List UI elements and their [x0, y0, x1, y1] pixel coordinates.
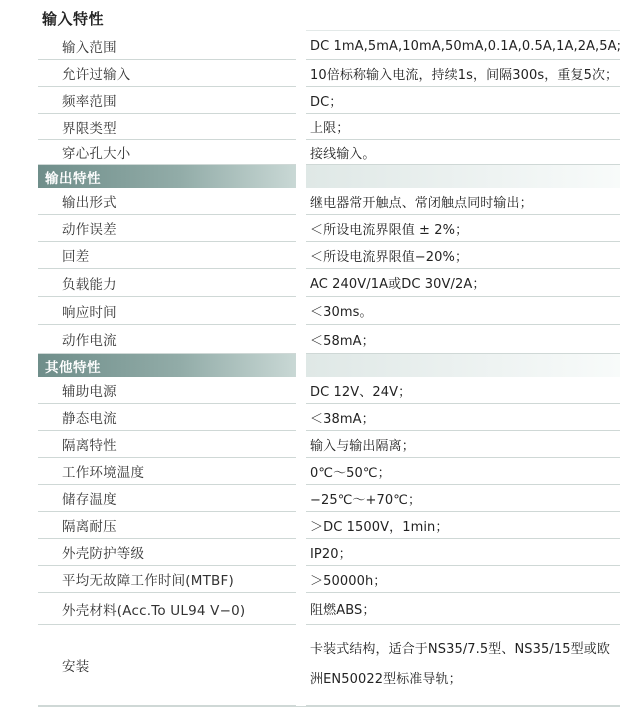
spec-row — [0, 593, 633, 625]
spec-label: 辅助电源 — [62, 384, 117, 400]
section-title: 其他特性 — [45, 359, 101, 376]
section-header-row — [0, 354, 633, 377]
spec-label-cell — [38, 269, 296, 297]
spec-row — [0, 242, 633, 269]
spec-label-cell — [38, 140, 296, 165]
spec-value: ＜30ms。 — [310, 305, 373, 320]
spec-value: 0℃～50℃； — [310, 465, 391, 481]
spec-row — [0, 458, 633, 485]
spec-value-cell — [306, 512, 620, 539]
spec-label-cell — [38, 539, 296, 566]
spec-label-cell — [38, 188, 296, 215]
spec-row — [0, 539, 633, 566]
spec-value: ＜所设电流界限值 ± 2%； — [310, 222, 469, 238]
spec-label: 隔离特性 — [62, 438, 117, 454]
spec-row — [0, 215, 633, 242]
spec-label: 动作电流 — [62, 333, 117, 349]
spec-row — [0, 140, 633, 165]
spec-value-cell — [306, 625, 620, 706]
spec-label: 频率范围 — [62, 94, 117, 110]
spec-value-cell — [306, 431, 620, 458]
bottom-rule — [38, 706, 620, 707]
section-header-band-right — [306, 165, 620, 188]
spec-value-cell — [306, 33, 620, 60]
spec-value: DC； — [310, 94, 343, 110]
spec-value-cell — [306, 539, 620, 566]
spec-label-cell — [38, 325, 296, 354]
spec-label: 隔离耐压 — [62, 519, 117, 535]
spec-label-cell — [38, 242, 296, 269]
spec-label: 动作误差 — [62, 222, 117, 238]
spec-value: ＜38mA； — [310, 411, 375, 427]
spec-value: IP20； — [310, 546, 352, 562]
spec-row — [0, 325, 633, 354]
spec-label: 输入范围 — [62, 40, 117, 56]
spec-label-cell — [38, 404, 296, 431]
section-header-row — [0, 165, 633, 188]
spec-value: 卡装式结构，适合于NS35/7.5型、NS35/15型或欧洲EN50022型标准导轨； — [310, 642, 610, 687]
section-title: 输入特性 — [42, 10, 105, 28]
spec-row — [0, 269, 633, 297]
spec-label: 回差 — [62, 249, 90, 265]
spec-label: 工作环境温度 — [62, 465, 145, 481]
spec-value: −25℃～+70℃； — [310, 492, 422, 508]
spec-value-cell — [306, 458, 620, 485]
spec-row — [0, 404, 633, 431]
spec-value: ＜58mA； — [310, 333, 375, 349]
spec-label-cell — [38, 485, 296, 512]
top-rule — [306, 30, 620, 31]
spec-label-cell — [38, 60, 296, 87]
spec-value: 输入与输出隔离； — [310, 438, 415, 454]
section-title: 输出特性 — [45, 170, 101, 187]
spec-value-cell — [306, 325, 620, 354]
spec-label-cell — [38, 33, 296, 60]
section-header-band — [38, 354, 296, 377]
spec-value: AC 240V/1A或DC 30V/2A； — [310, 277, 486, 292]
spec-value: 阻燃ABS； — [310, 603, 376, 618]
spec-label-cell — [38, 297, 296, 325]
spec-label: 安装 — [62, 659, 90, 675]
spec-value-cell — [306, 242, 620, 269]
spec-value: 上限； — [310, 121, 350, 136]
spec-value: DC 1mA,5mA,10mA,50mA,0.1A,0.5A,1A,2A,5A; — [310, 38, 622, 54]
spec-label-cell — [38, 431, 296, 458]
spec-label-cell — [38, 215, 296, 242]
spec-value-cell — [306, 269, 620, 297]
spec-value-cell — [306, 60, 620, 87]
section-header-band-right — [306, 354, 620, 377]
spec-label: 负载能力 — [62, 276, 117, 293]
spec-label: 输出形式 — [62, 195, 117, 211]
spec-value-cell — [306, 215, 620, 242]
spec-row — [0, 431, 633, 458]
spec-label: 穿心孔大小 — [62, 146, 131, 162]
spec-label: 储存温度 — [62, 492, 117, 508]
spec-value: 接线输入。 — [310, 146, 376, 162]
spec-value-cell — [306, 566, 620, 593]
spec-label-cell — [38, 458, 296, 485]
spec-value-cell — [306, 297, 620, 325]
spec-value-cell — [306, 377, 620, 404]
spec-label: 静态电流 — [62, 411, 117, 427]
spec-value: ＜所设电流界限值−20%； — [310, 249, 469, 265]
spec-label: 外壳防护等级 — [62, 546, 145, 562]
spec-value: ＞DC 1500V，1min； — [310, 519, 449, 535]
spec-value-cell — [306, 485, 620, 512]
spec-label: 平均无故障工作时间(MTBF) — [62, 573, 234, 589]
spec-row — [0, 114, 633, 140]
spec-row — [0, 60, 633, 87]
spec-value: DC 12V、24V； — [310, 384, 412, 400]
spec-value-cell — [306, 404, 620, 431]
spec-row — [0, 297, 633, 325]
spec-row — [0, 377, 633, 404]
spec-label-cell — [38, 114, 296, 140]
spec-value: 10倍标称输入电流，持续1s，间隔300s，重复5次； — [310, 67, 619, 83]
spec-value-cell — [306, 87, 620, 114]
spec-label-cell — [38, 593, 296, 625]
spec-value-cell — [306, 140, 620, 165]
spec-row — [0, 87, 633, 114]
spec-label-cell — [38, 377, 296, 404]
spec-row — [0, 625, 633, 706]
spec-row — [0, 485, 633, 512]
spec-label-cell — [38, 566, 296, 593]
spec-row — [0, 566, 633, 593]
spec-value: 继电器常开触点、常闭触点同时输出； — [310, 195, 533, 211]
section-header-band — [38, 165, 296, 188]
spec-label-cell — [38, 87, 296, 114]
spec-value-cell — [306, 593, 620, 625]
spec-label-cell — [38, 512, 296, 539]
spec-label: 界限类型 — [62, 120, 117, 137]
spec-value-cell — [306, 114, 620, 140]
spec-row — [0, 512, 633, 539]
spec-label-cell — [38, 625, 296, 706]
spec-label: 响应时间 — [62, 304, 117, 321]
spec-label: 外壳材料(Acc.To UL94 V−0) — [62, 602, 246, 619]
spec-label: 允许过输入 — [62, 67, 131, 83]
spec-row — [0, 188, 633, 215]
spec-value-cell — [306, 188, 620, 215]
spec-row — [0, 33, 633, 60]
spec-value: ＞50000h； — [310, 573, 387, 589]
